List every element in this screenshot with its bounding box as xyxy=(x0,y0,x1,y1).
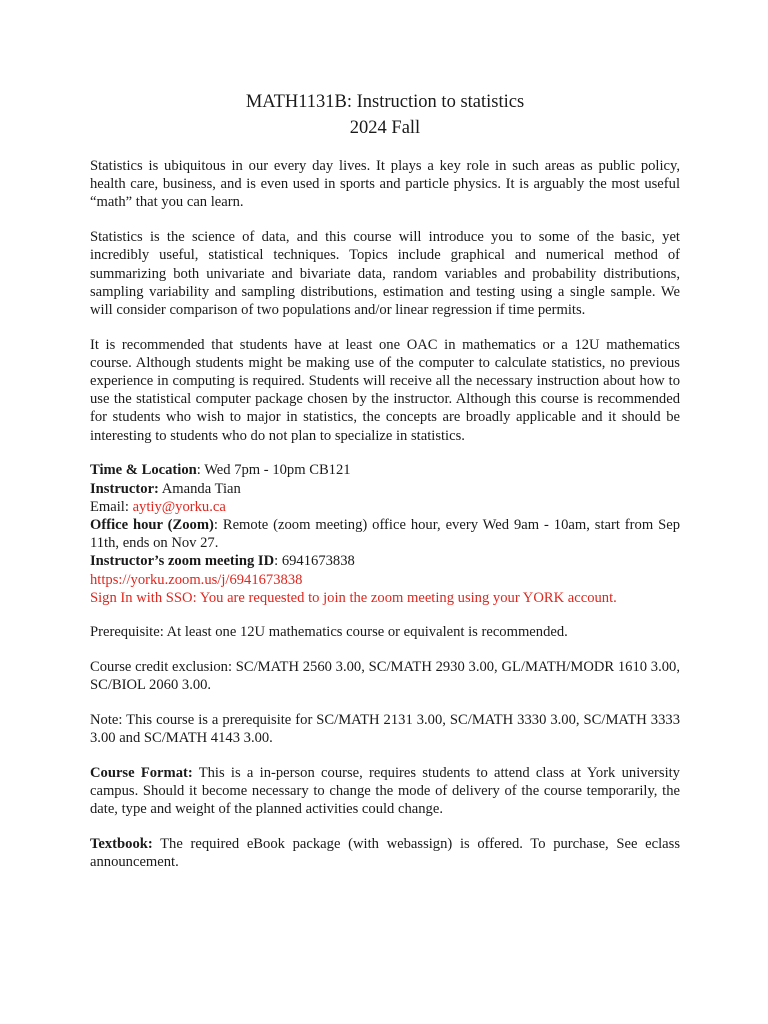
email-label: Email: xyxy=(90,498,133,515)
textbook-label: Textbook: xyxy=(90,836,153,853)
instructor-label: Instructor: xyxy=(90,480,159,497)
textbook-text: The required eBook package (with webassign) is offered. To purchase, See eclass announcement. xyxy=(90,836,680,871)
course-format-text: This is a in-person course, requires students to attend class at York university campus. Should it become necessary to change the mode of delivery of the course temporarily, the date, type and weight of the planned activities could change. xyxy=(90,764,680,818)
exclusion-paragraph: Course credit exclusion: SC/MATH 2560 3.00, SC/MATH 2930 3.00, GL/MATH/MODR 1610 3.00, SC/BIOL 2060 3.00. xyxy=(90,659,680,694)
term-title: 2024 Fall xyxy=(349,118,421,138)
course-description-paragraph: Statistics is the science of data, and this course will introduce you to some of the basic, yet incredibly useful, statistical techniques. Topics include graphical and numerical method of summarizing both univariate and bivariate data, random variables and probability distributions, sampling variability and sampling distributions, estimation and testing using a single sample. We will consider comparison of two populations and/or linear regression if time permits. xyxy=(90,229,680,318)
time-location-label: Time & Location xyxy=(90,462,197,479)
note-paragraph: Note: This course is a prerequisite for SC/MATH 2131 3.00, SC/MATH 3330 3.00, SC/MATH 3333 3.00 and SC/MATH 4143 3.00. xyxy=(90,712,680,747)
email-link[interactable]: aytiy@yorku.ca xyxy=(132,498,226,515)
zoom-link[interactable]: https://yorku.zoom.us/j/6941673838 xyxy=(90,571,303,588)
sso-note: Sign In with SSO: You are requested to join the zoom meeting using your YORK account. xyxy=(90,589,617,606)
recommendation-paragraph: It is recommended that students have at least one OAC in mathematics or a 12U mathematics course. Although students might be making use of the computer to calculate statistics, no previous experience in computing is required. Students will receive all the necessary instruction about how to use the statistical computer package chosen by the instructor. Although this course is recommended for students who wish to major in statistics, the concepts are broadly applicable and it should be interesting to students who do not plan to specialize in statistics. xyxy=(90,336,680,444)
time-location-value: : Wed 7pm - 10pm CB121 xyxy=(196,462,351,479)
instructor-name: Amanda Tian xyxy=(158,480,241,497)
office-hour-line xyxy=(90,516,680,552)
textbook-paragraph xyxy=(90,835,680,871)
zoom-id-value: : 6941673838 xyxy=(274,553,355,570)
office-hour-value: : Remote (zoom meeting) office hour, every Wed 9am - 10am, start from Sep 11th, ends on Nov 27. xyxy=(90,516,680,552)
course-info-block xyxy=(90,461,680,607)
zoom-id-label: Instructor’s zoom meeting ID xyxy=(90,553,275,570)
document-page xyxy=(90,89,680,888)
instructor-line xyxy=(90,480,680,498)
intro-paragraph: Statistics is ubiquitous in our every day lives. It plays a key role in such areas as public policy, health care, business, and is even used in sports and particle physics. It is arguably the most useful “math” that you can learn. xyxy=(90,158,680,211)
email-line xyxy=(90,498,680,516)
course-title: MATH1131B: Instruction to statistics xyxy=(245,92,525,112)
prerequisite-paragraph: Prerequisite: At least one 12U mathematics course or equivalent is recommended. xyxy=(90,624,568,641)
time-location-line xyxy=(90,461,680,479)
zoom-id-line xyxy=(90,552,680,570)
course-format-paragraph xyxy=(90,764,680,819)
course-format-label: Course Format: xyxy=(90,764,193,781)
document-title xyxy=(90,89,680,141)
office-hour-label: Office hour (Zoom) xyxy=(90,516,214,533)
